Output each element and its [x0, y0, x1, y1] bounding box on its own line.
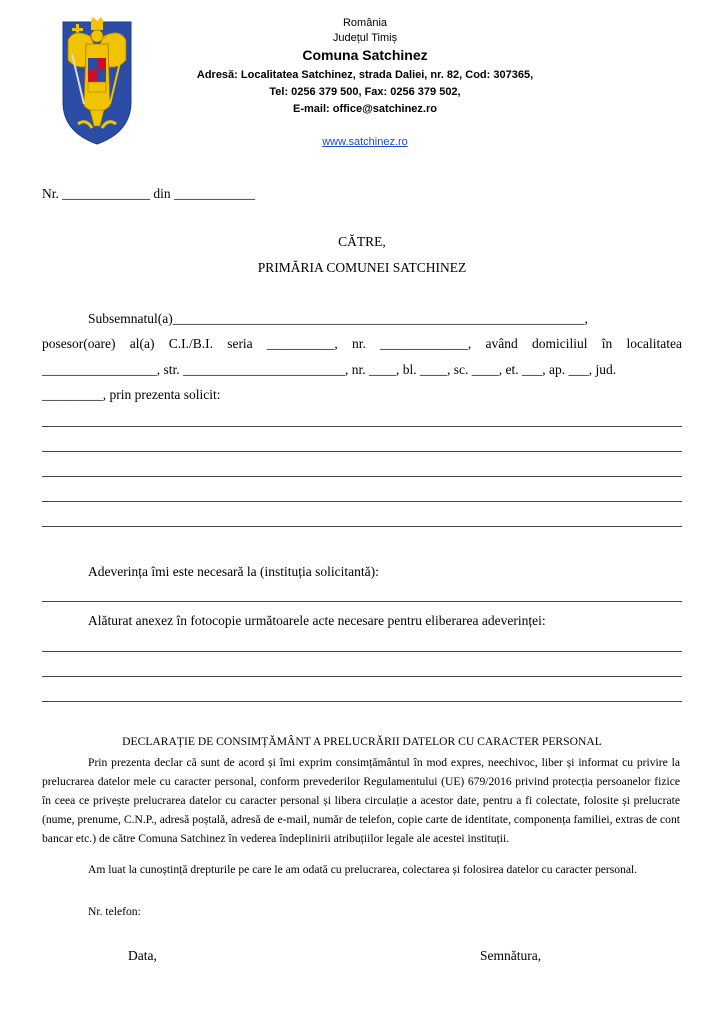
request-blank-line [42, 426, 682, 427]
request-intro-line: _________, prin prezenta solicit: [42, 387, 221, 402]
request-blank-line [42, 476, 682, 477]
website-link[interactable]: www.satchinez.ro [322, 136, 408, 148]
id-card-line: posesor(oare) al(a) C.I./B.I. seria __________, nr. _____________, având domiciliul în localitatea [42, 336, 682, 351]
request-blank-line [42, 526, 682, 527]
attachments-label: Alăturat anexez în fotocopie următoarele acte necesare pentru eliberarea adeverinței: [88, 613, 546, 628]
institution-blank-line [42, 601, 682, 602]
registration-number-line: Nr. _____________ din ____________ [42, 186, 256, 201]
gdpr-rights-paragraph: Am luat la cunoștință drepturile pe care le am odată cu prelucrarea, colectarea și folosirea datelor cu caracter personal. [88, 863, 638, 876]
header-commune: Comuna Satchinez [302, 47, 428, 63]
attachments-blank-line [42, 701, 682, 702]
phone-number-label: Nr. telefon: [88, 905, 141, 918]
addressee-label: CĂTRE, [338, 234, 386, 249]
address-details-line: _________________, str. ________________________, nr. ____, bl. ____, sc. ____, et. ___, ap. ___, jud. [42, 362, 617, 377]
applicant-name-line: Subsemnatul(a)_____________________________________________________________, [88, 311, 588, 326]
attachments-blank-line [42, 651, 682, 652]
request-blank-line [42, 501, 682, 502]
institution-label: Adeverința îmi este necesară la (instituția solicitantă): [88, 564, 379, 579]
request-blank-line [42, 451, 682, 452]
header-email: E-mail: office@satchinez.ro [293, 103, 437, 115]
date-label: Data, [128, 948, 157, 963]
header-phone: Tel: 0256 379 500, Fax: 0256 379 502, [269, 86, 461, 98]
header-country: România [342, 17, 388, 29]
addressee-institution: PRIMĂRIA COMUNEI SATCHINEZ [257, 260, 467, 275]
header-county: Județul Timiș [332, 32, 398, 44]
signature-label: Semnătura, [480, 948, 542, 963]
gdpr-consent-paragraph: Prin prezenta declar că sunt de acord și îmi exprim consimțământul în mod expres, neechivoc, liber și informat cu privire la prelucrarea datelor mele cu caracter personal, conform prevederilor Regulamentului (UE) 679/2016 privind protecția persoanelor fizice în ceea ce privește prelucrarea datelor cu caracter personal și libera circulație a acestor date, pentru a fi colectate, folosite și prelucrate (nume, prenume, C.N.P., adresă poștală, adresă de e-mail, număr de telefon, copie carte de identitate, componența familiei, extras de cont bancar etc.) de către Comuna Satchinez în vederea îndeplinirii atribuțiilor legale ale acestei instituții. [42, 756, 680, 845]
header-address: Adresă: Localitatea Satchinez, strada Daliei, nr. 82, Cod: 307365, [196, 69, 534, 81]
coat-of-arms-emblem [60, 14, 134, 146]
attachments-blank-line [42, 676, 682, 677]
gdpr-title: DECLARAȚIE DE CONSIMȚĂMÂNT A PRELUCRĂRII DATELOR CU CARACTER PERSONAL [122, 735, 602, 748]
